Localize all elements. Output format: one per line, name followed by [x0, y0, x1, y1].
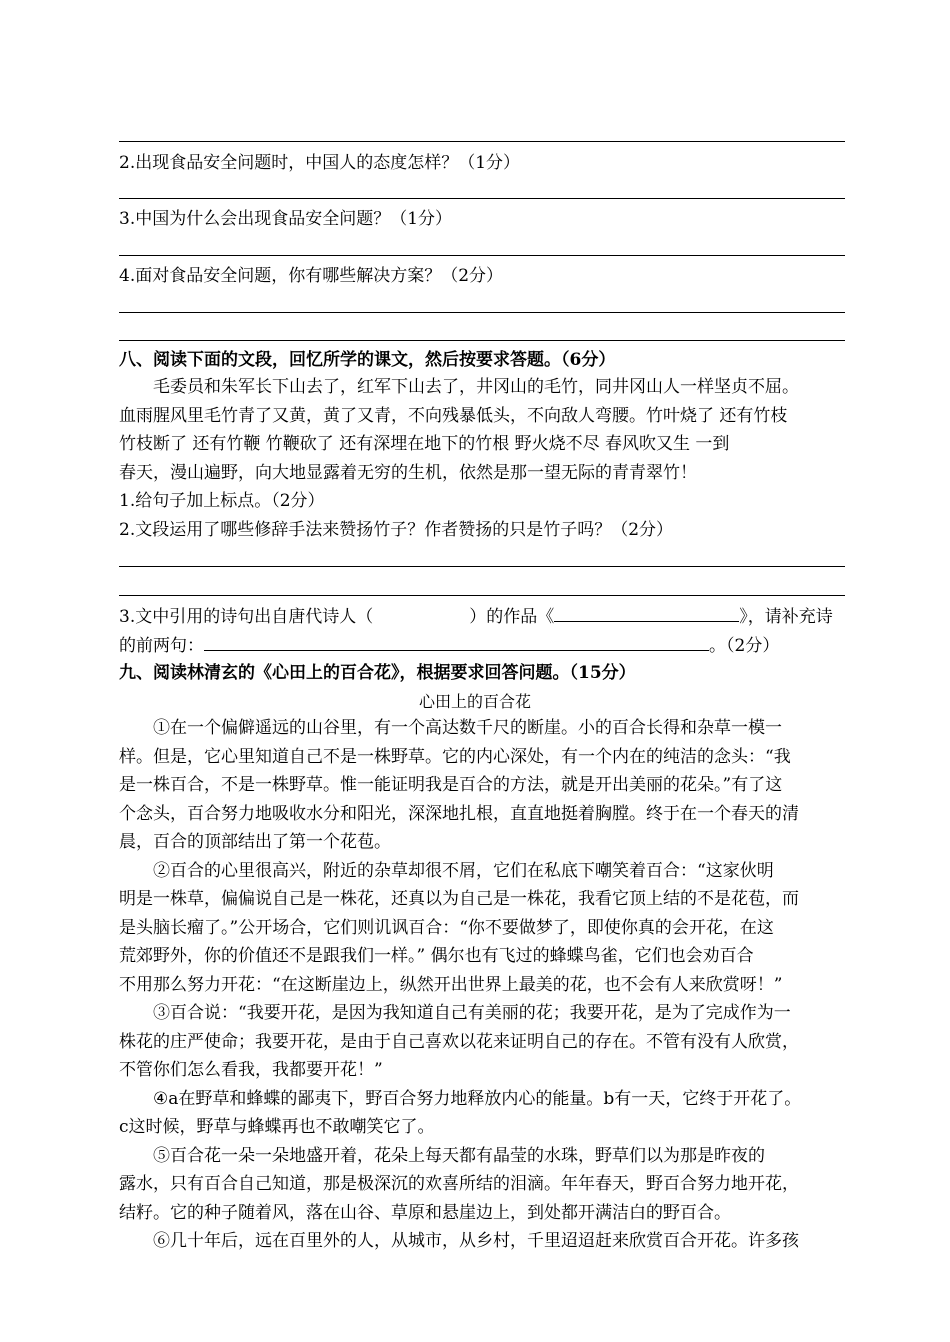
- answer-line[interactable]: [119, 141, 845, 142]
- q7-question-4: 4.面对食品安全问题，你有哪些解决方案？（2分）: [119, 266, 504, 286]
- s8-question-3-cont: [119, 632, 859, 658]
- paragraph-line: 荒郊野外，你的价值还不是跟我们一样。” 偶尔也有飞过的蜂蝶鸟雀，它们也会劝百合: [119, 946, 754, 966]
- answer-line[interactable]: [119, 312, 845, 313]
- answer-line[interactable]: [119, 198, 845, 199]
- paragraph-line: 不用那么努力开花：“在这断崖边上，纵然开出世界上最美的花，也不会有人来欣赏呀！”: [119, 974, 783, 995]
- section-8-heading: 八、阅读下面的文段，回忆所学的课文，然后按要求答题。（6分）: [119, 350, 616, 370]
- paragraph-line: ②百合的心里很高兴，附近的杂草却很不屑，它们在私底下嘲笑着百合：“这家伙明: [153, 860, 774, 881]
- paragraph-line: 个念头，百合努力地吸收水分和阳光，深深地扎根，直直地挺着胸膛。终于在一个春天的清: [119, 803, 799, 824]
- paragraph-line: c这时候，野草与蜂蝶再也不敢嘲笑它了。: [119, 1117, 435, 1137]
- passage-line: 春天，漫山遍野，向大地显露着无穷的生机，依然是那一望无际的青青翠竹！: [119, 462, 697, 483]
- answer-line[interactable]: [119, 255, 845, 256]
- s8-question-3: [119, 603, 859, 629]
- paragraph-line: ④a在野草和蜂蝶的鄙夷下，野百合努力地释放内心的能量。b有一天，它终于开花了。: [153, 1088, 802, 1109]
- paragraph-line: 是头脑长瘤了。”公开场合，它们则讥讽百合：“你不要做梦了，即使你真的会开花，在这: [119, 917, 774, 938]
- paragraph-line: 结籽。它的种子随着风，落在山谷、草原和悬崖边上，到处都开满洁白的野百合。: [119, 1202, 731, 1223]
- article-title: 心田上的百合花: [418, 692, 531, 711]
- passage-line: 竹枝断了 还有竹鞭 竹鞭砍了 还有深埋在地下的竹根 野火烧不尽 春风吹又生 一到: [119, 434, 730, 454]
- q7-question-3: 3.中国为什么会出现食品安全问题？（1分）: [119, 209, 453, 229]
- s8-question-2: 2.文段运用了哪些修辞手法来赞扬竹子？作者赞扬的只是竹子吗？（2分）: [119, 520, 674, 540]
- paragraph-line: ⑥几十年后，远在百里外的人，从城市，从乡村，千里迢迢赶来欣赏百合开花。许多孩: [153, 1231, 799, 1251]
- passage-line: 血雨腥风里毛竹青了又黄，黄了又青，不向残暴低头，不向敌人弯腰。竹叶烧了 还有竹枝: [119, 405, 788, 426]
- answer-line[interactable]: [119, 340, 845, 341]
- q3-text-a: 3.文中引用的诗句出自唐代诗人（: [119, 607, 374, 627]
- q3-text-c: 》，请补充诗: [739, 607, 833, 627]
- q3-text-e: 。（2分）: [709, 636, 780, 656]
- section-9-heading: 九、阅读林清玄的《心田上的百合花》，根据要求回答问题。（15分）: [119, 663, 636, 683]
- poem-lines-blank[interactable]: [204, 632, 709, 651]
- q3-text-b: ）的作品《: [469, 607, 555, 627]
- paragraph-line: 样。但是，它心里知道自己不是一株野草。它的内心深处，有一个内在的纯洁的念头：“我: [119, 746, 791, 767]
- paragraph-line: ③百合说：“我要开花，是因为我知道自己有美丽的花；我要开花，是为了完成作为一: [153, 1003, 791, 1023]
- paragraph-line: 是一株百合，不是一株野草。惟一能证明我是百合的方法，就是开出美丽的花朵。”有了这: [119, 775, 783, 795]
- article-body: [119, 714, 859, 1256]
- answer-line[interactable]: [119, 566, 845, 567]
- passage-line: 毛委员和朱军长下山去了，红军下山去了，井冈山的毛竹，同井冈山人一样坚贞不屈。: [153, 377, 799, 397]
- paragraph-line: 不管你们怎么看我，我都要开花！”: [119, 1060, 383, 1080]
- work-title-blank[interactable]: [554, 603, 739, 622]
- s8-question-1: 1.给句子加上标点。（2分）: [119, 491, 325, 511]
- paragraph-line: 株花的庄严使命；我要开花，是由于自己喜欢以花来证明自己的存在。不管有没有人欣赏，: [119, 1031, 799, 1052]
- q3-text-d: 的前两句：: [119, 636, 204, 656]
- section-8-passage: [119, 373, 859, 487]
- paragraph-line: 晨，百合的顶部结出了第一个花苞。: [119, 832, 391, 852]
- paragraph-line: 明是一株草，偏偏说自己是一株花，还真以为自己是一株花，我看它顶上结的不是花苞，而: [119, 889, 799, 909]
- paragraph-line: ①在一个偏僻遥远的山谷里，有一个高达数千尺的断崖。小的百合长得和杂草一模一: [153, 718, 782, 738]
- paragraph-line: ⑤百合花一朵一朵地盛开着，花朵上每天都有晶莹的水珠，野草们以为那是昨夜的: [153, 1145, 765, 1166]
- answer-line[interactable]: [119, 595, 845, 596]
- q7-question-2: 2.出现食品安全问题时，中国人的态度怎样？（1分）: [119, 153, 521, 173]
- paragraph-line: 露水，只有百合自己知道，那是极深沉的欢喜所结的泪滴。年年春天，野百合努力地开花，: [119, 1174, 799, 1194]
